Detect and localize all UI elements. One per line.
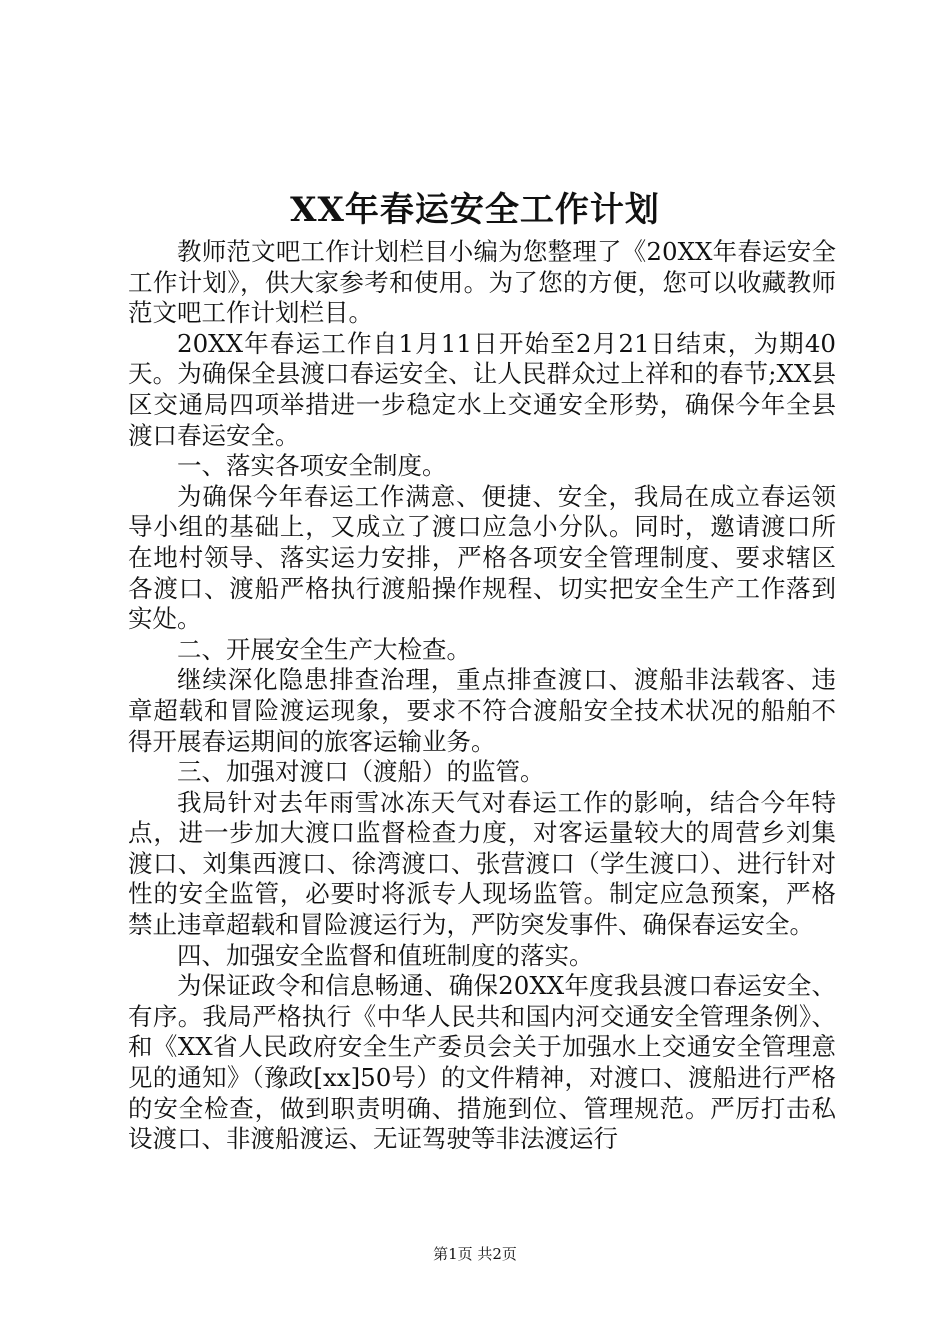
section-heading-1: 一、落实各项安全制度。: [177, 451, 447, 481]
paragraph-section-4: 为保证政令和信息畅通、确保20XX年度我县渡口春运安全、有序。我局严格执行《中华人民共和国内河交通安全管理条例》、和《XX省人民政府安全生产委员会关于加强水上交通安全管理意见的通知》（豫政[xx]50号）的文件精神，对渡口、渡船进行严格的安全检查，做到职责明确、措施到位、管理规范。严厉打击私设渡口、非渡船渡运、无证驾驶等非法渡运行: [128, 971, 836, 1154]
section-heading-2: 二、开展安全生产大检查。: [177, 634, 471, 664]
section-heading-4: 四、加强安全监督和值班制度的落实。: [177, 940, 594, 970]
document-title: XX年春运安全工作计划: [290, 190, 660, 230]
page-footer: 第1页 共2页: [433, 1245, 517, 1263]
paragraph-intro: 教师范文吧工作计划栏目小编为您整理了《20XX年春运安全工作计划》，供大家参考和使用。为了您的方便，您可以收藏教师范文吧工作计划栏目。: [128, 237, 836, 328]
section-heading-3: 三、加强对渡口（渡船）的监管。: [177, 757, 545, 787]
paragraph-overview: 20XX年春运工作自1月11日开始至2月21日结束，为期40天。为确保全县渡口春运安全、让人民群众过上祥和的春节;XX县区交通局四项举措进一步稳定水上交通安全形势，确保今年全县渡口春运安全。: [128, 328, 836, 450]
document-body: [128, 237, 836, 1155]
paragraph-section-3: 我局针对去年雨雪冰冻天气对春运工作的影响，结合今年特点，进一步加大渡口监督检查力度，对客运量较大的周营乡刘集渡口、刘集西渡口、徐湾渡口、张营渡口（学生渡口）、进行针对性的安全监管，必要时将派专人现场监管。制定应急预案，严格禁止违章超载和冒险渡运行为，严防突发事件、确保春运安全。: [128, 787, 836, 940]
paragraph-section-1: 为确保今年春运工作满意、便捷、安全，我局在成立春运领导小组的基础上，又成立了渡口应急小分队。同时，邀请渡口所在地村领导、落实运力安排，严格各项安全管理制度、要求辖区各渡口、渡船严格执行渡船操作规程、切实把安全生产工作落到实处。: [128, 481, 836, 634]
paragraph-section-2: 继续深化隐患排查治理，重点排查渡口、渡船非法载客、违章超载和冒险渡运现象，要求不符合渡船安全技术状况的船舶不得开展春运期间的旅客运输业务。: [128, 665, 836, 756]
